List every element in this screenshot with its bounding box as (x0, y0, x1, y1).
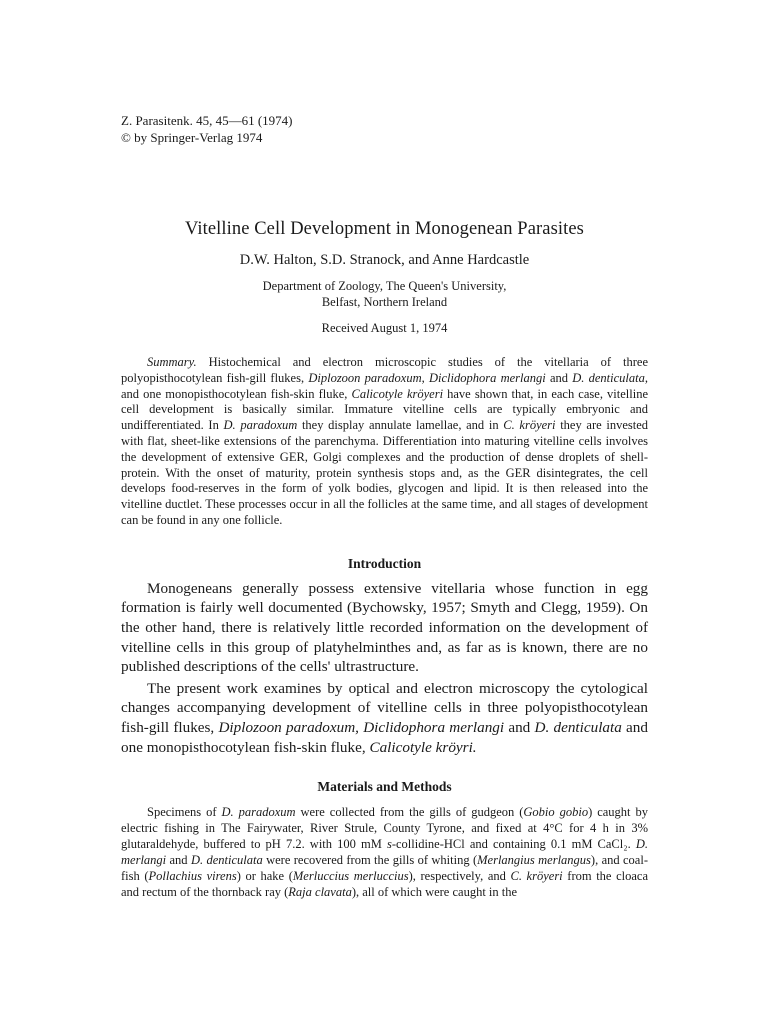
methods-text-6: were recovered from the gills of whiting ( (262, 853, 478, 868)
summary-text-4: have shown that, in each case, vitelline cell development is basically similar. Immature vitelline cells are typically embryonic and undifferentiated. In (121, 386, 648, 433)
methods-text-10: from the cloaca and rectum of the thornback ray ( (121, 869, 649, 900)
intro-species-3: Calicotyle kröyri. (369, 738, 477, 756)
methods-heading: Materials and Methods (317, 779, 452, 795)
methods-text-2: were collected from the gills of gudgeon ( (295, 805, 524, 820)
intro-text-c: and one monopisthocotylean fish-skin fluke, (121, 718, 648, 756)
summary-text-5: they display annulate lamellae, and in (297, 418, 504, 433)
methods-text-7: ), and coal-fish ( (121, 853, 648, 884)
summary-text-2: and (545, 370, 573, 385)
summary-label: Summary. (147, 355, 197, 369)
methods-species-5: D. denticulata (190, 853, 263, 868)
intro-text-a: The present work examines by optical and electron microscopy the cytological changes accompanying development of vitelline cells in three polyopisthocotylean fish-gill flukes, (121, 679, 648, 736)
summary-text-1: Histochemical and electron microscopic studies of the vitellaria of three polyopisthocotylean fish-gill flukes, (121, 355, 648, 385)
journal-info (121, 112, 648, 146)
summary-species-2: D. denticulata, (572, 370, 648, 385)
summary-species-5: C. kröyeri (503, 418, 556, 433)
methods-species-6: Merlangius merlangus (477, 853, 591, 868)
intro-species-2: D. denticulata (534, 718, 622, 736)
affiliation-line-1: Department of Zoology, The Queen's University, (262, 279, 507, 293)
summary-species-1: Diplozoon paradoxum, Diclidophora merlangi (308, 370, 546, 385)
journal-citation: Z. Parasitenk. 45, 45—61 (1974) (121, 113, 293, 128)
methods-species-3: s (386, 837, 392, 852)
methods-text-8: ) or hake ( (236, 869, 293, 884)
intro-paragraph-2 (121, 679, 648, 757)
author-list: D.W. Halton, S.D. Stranock, and Anne Hardcastle (239, 252, 530, 268)
received-date: Received August 1, 1974 (321, 321, 448, 335)
methods-text-1: Specimens of (147, 805, 222, 820)
methods-species-8: Merluccius merluccius (292, 869, 409, 884)
summary-text-3: and one monopisthocotylean fish-skin fluke, (121, 386, 352, 401)
summary-species-3: Calicotyle kröyeri (351, 386, 444, 401)
introduction-heading: Introduction (347, 555, 422, 571)
methods-species-7: Pollachius virens (148, 869, 237, 884)
methods-text-4: -collidine-HCl and containing 0.1 mM CaCl₂. (391, 837, 636, 852)
intro-text-b: and (504, 718, 535, 736)
copyright-line: © by Springer-Verlag 1974 (121, 130, 263, 145)
methods-species-4: D. merlangi (121, 837, 648, 868)
summary-paragraph (121, 355, 648, 529)
methods-species-10: Raja clavata (288, 885, 352, 900)
methods-paragraph (121, 804, 648, 900)
methods-text-3: ) caught by electric fishing in The Fairywater, River Strule, County Tyrone, and fixed at 4°C for 4 h in 3% glutaraldehyde, buffered to pH 7.2. with 100 mM (121, 805, 648, 852)
intro-paragraph-1: Monogeneans generally possess extensive vitellaria whose function in egg formation is fairly well documented (Bychowsky, 1957; Smyth and Clegg, 1959). On the other hand, there is relatively little recorded information on the development of vitelline cells in this group of platyhelminthes and, as far as is known, there are no published descriptions of the cells' ultrastructure. (121, 579, 648, 676)
methods-species-1: D. paradoxum (221, 805, 296, 820)
intro-species-1: Diplozoon paradoxum, Diclidophora merlangi (218, 718, 505, 736)
summary-species-4: D. paradoxum (223, 418, 298, 433)
methods-text-9: ), respectively, and (408, 869, 511, 884)
paper-title: Vitelline Cell Development in Monogenean Parasites (185, 219, 584, 239)
methods-species-2: Gobio gobio (523, 805, 589, 820)
paper-page (121, 112, 648, 900)
methods-text-5: and (166, 853, 191, 868)
summary-text-6: they are invested with flat, sheet-like extensions of the parenchyma. Differentiation into maturing vitelline cells involves the development of extensive GER, Golgi complexes and the production of dense droplets of shell-protein. With the onset of maturity, protein synthesis stops and, as the GER disintegrates, the cell develops food-reserves in the form of yolk bodies, glycogen and lipid. It is then released into the vitelline ductlet. These processes occur in all the follicles at the same time, and all stages of development can be found in any one follicle. (121, 418, 649, 527)
methods-text-11: ), all of which were caught in the (351, 885, 518, 900)
introduction-section (121, 579, 648, 757)
affiliation (121, 278, 648, 310)
affiliation-line-2: Belfast, Northern Ireland (321, 295, 448, 309)
methods-species-9: C. kröyeri (510, 869, 563, 884)
